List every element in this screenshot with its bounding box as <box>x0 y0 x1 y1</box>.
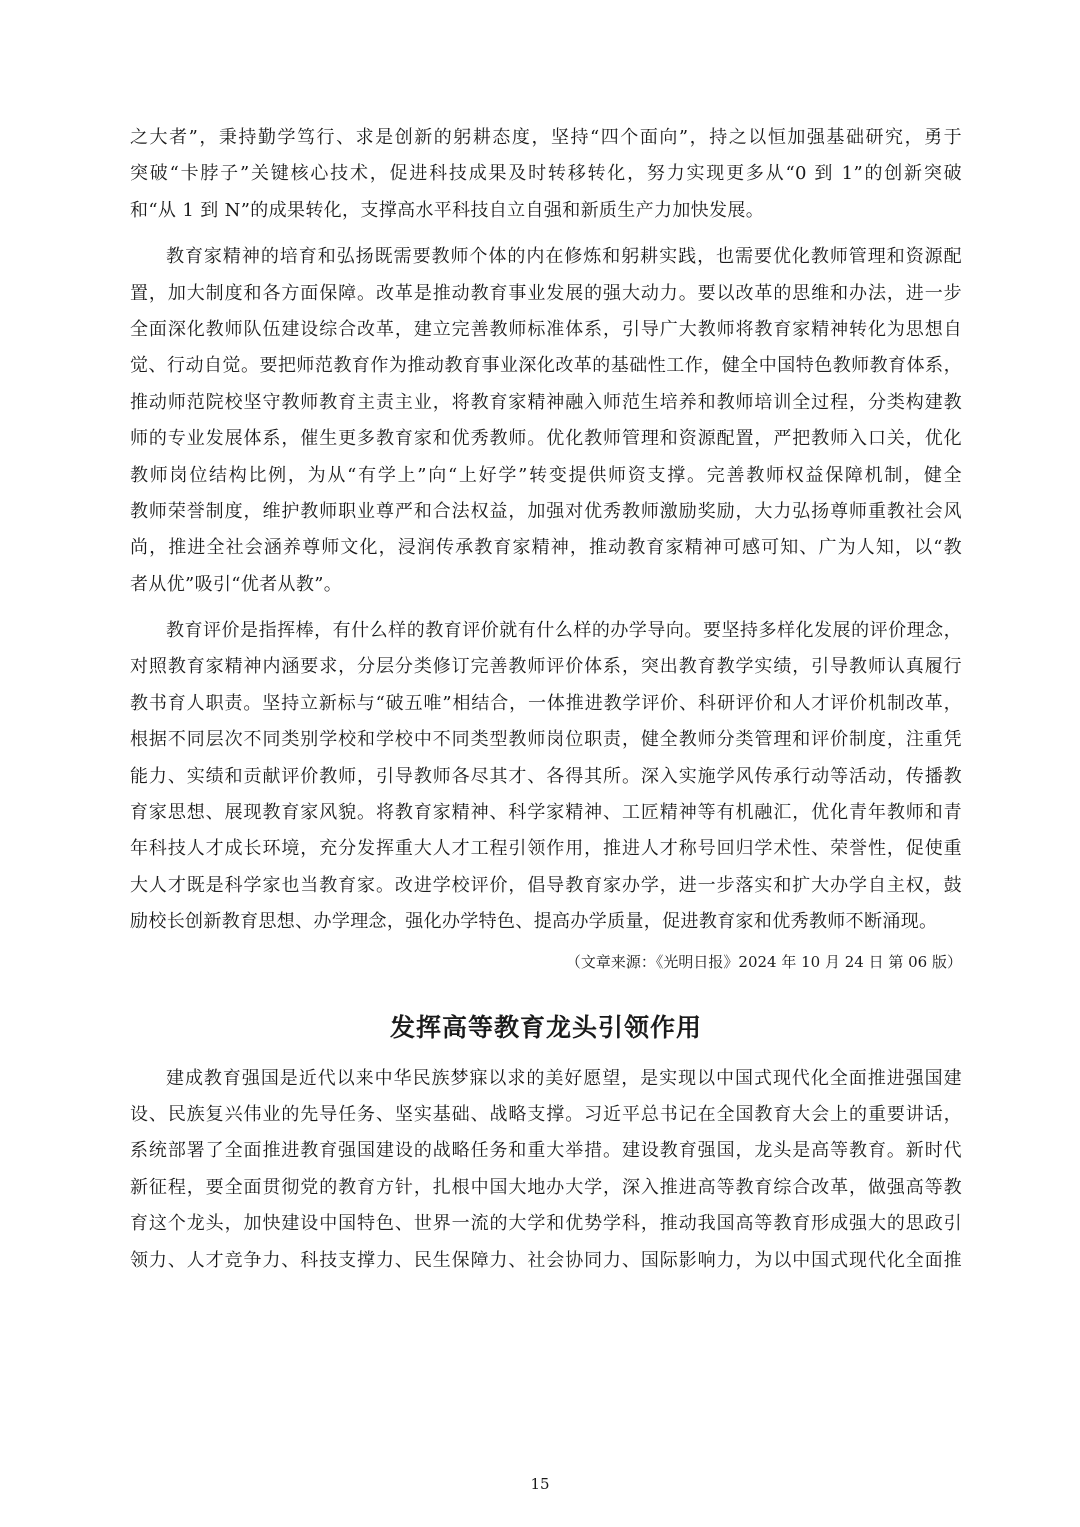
paragraph <box>130 120 962 229</box>
paragraph-line: 育这个龙头，加快建设中国特色、世界一流的大学和优势学科，推动我国高等教育形成强大的思政引 <box>130 1213 962 1235</box>
paragraph-line: 对照教育家精神内涵要求，分层分类修订完善教师评价体系，突出教育教学实绩，引导教师认真履行 <box>130 656 962 678</box>
paragraph-line: 教师岗位结构比例，为从“有学上”向“上好学”转变提供师资支撑。完善教师权益保障机制，健全 <box>130 464 962 486</box>
paragraph-line: 能力、实绩和贡献评价教师，引导教师各尽其才、各得其所。深入实施学风传承行动等活动，传播教 <box>130 765 962 787</box>
paragraph <box>130 613 962 941</box>
paragraph-line: 系统部署了全面推进教育强国建设的战略任务和重大举措。建设教育强国，龙头是高等教育。新时代 <box>130 1140 962 1162</box>
paragraph-line: 之大者”，秉持勤学笃行、求是创新的躬耕态度，坚持“四个面向”，持之以恒加强基础研究，勇于 <box>130 127 962 148</box>
paragraph-line: 新征程，要全面贯彻党的教育方针，扎根中国大地办大学，深入推进高等教育综合改革，做强高等教 <box>130 1176 962 1198</box>
paragraph-line: 励校长创新教育思想、办学理念，强化办学特色、提高办学质量，促进教育家和优秀教师不断涌现。 <box>130 911 938 933</box>
paragraph-line: 育家思想、展现教育家风貌。将教育家精神、科学家精神、工匠精神等有机融汇，优化青年教师和青 <box>130 802 962 824</box>
paragraph-line: 领力、人才竞争力、科技支撑力、民生保障力、社会协同力、国际影响力，为以中国式现代化全面推 <box>130 1249 962 1271</box>
paragraph <box>130 1061 962 1279</box>
paragraph-line: 推动师范院校坚守教师教育主责主业，将教育家精神融入师范生培养和教师培训全过程，分类构建教 <box>130 391 962 413</box>
paragraph-line: 大人才既是科学家也当教育家。改进学校评价，倡导教育家办学，进一步落实和扩大办学自主权，鼓 <box>130 874 962 896</box>
paragraph-line: 置，加大制度和各方面保障。改革是推动教育事业发展的强大动力。要以改革的思维和办法，进一步 <box>130 282 962 304</box>
article-title: 发挥高等教育龙头引领作用 <box>389 1012 702 1042</box>
article-body <box>130 1061 962 1279</box>
article-continuation <box>130 120 962 941</box>
paragraph <box>130 239 962 603</box>
paragraph-line: 建成教育强国是近代以来中华民族梦寐以求的美好愿望，是实现以中国式现代化全面推进强国建 <box>166 1067 962 1089</box>
paragraph-line: 教师荣誉制度，维护教师职业尊严和合法权益，加强对优秀教师激励奖励，大力弘扬尊师重教社会风 <box>130 500 962 522</box>
paragraph-line: 年科技人才成长环境，充分发挥重大人才工程引领作用，推进人才称号回归学术性、荣誉性，促使重 <box>130 838 962 860</box>
paragraph-line: 尚，推进全社会涵养尊师文化，浸润传承教育家精神，推动教育家精神可感可知、广为人知，以“教 <box>130 537 962 559</box>
paragraph-line: 全面深化教师队伍建设综合改革，建立完善教师标准体系，引导广大教师将教育家精神转化为思想自 <box>130 318 962 340</box>
paragraph-line: 和“从 1 到 N”的成果转化，支撑高水平科技自立自强和新质生产力加快发展。 <box>130 199 765 221</box>
paragraph-line: 教书育人职责。坚持立新标与“破五唯”相结合，一体推进教学评价、科研评价和人才评价机制改革， <box>130 692 962 714</box>
paragraph-line: 觉、行动自觉。要把师范教育作为推动教育事业深化改革的基础性工作，健全中国特色教师教育体系， <box>130 355 962 377</box>
document-page <box>130 120 962 1289</box>
paragraph-line: 教育评价是指挥棒，有什么样的教育评价就有什么样的办学导向。要坚持多样化发展的评价理念， <box>166 620 962 642</box>
source-note: （文章来源：《光明日报》2024 年 10 月 24 日 第 06 版） <box>565 952 962 971</box>
paragraph-line: 者从优”吸引“优者从教”。 <box>130 573 343 595</box>
paragraph-line: 设、民族复兴伟业的先导任务、坚实基础、战略支撑。习近平总书记在全国教育大会上的重要讲话， <box>130 1103 962 1125</box>
page-number: 15 <box>530 1475 550 1493</box>
paragraph-line: 教育家精神的培育和弘扬既需要教师个体的内在修炼和躬耕实践，也需要优化教师管理和资源配 <box>166 246 962 268</box>
paragraph-line: 师的专业发展体系，催生更多教育家和优秀教师。优化教师管理和资源配置，严把教师入口关，优化 <box>130 428 962 450</box>
paragraph-line: 突破“卡脖子”关键核心技术，促进科技成果及时转移转化，努力实现更多从“0 到 1”的创新突破 <box>130 163 962 185</box>
paragraph-line: 根据不同层次不同类别学校和学校中不同类型教师岗位职责，健全教师分类管理和评价制度，注重凭 <box>130 729 962 751</box>
